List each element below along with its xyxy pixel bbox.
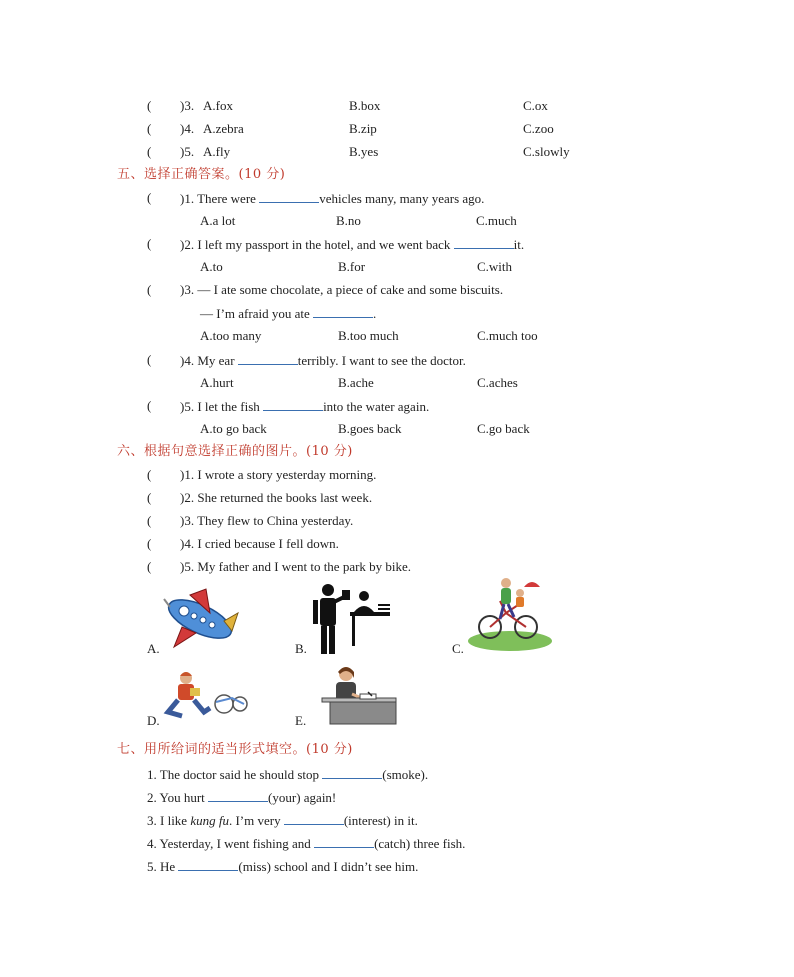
paren: ( — [147, 559, 152, 574]
option-b: B.goes back — [338, 421, 402, 436]
option-c: C.zoo — [523, 121, 554, 136]
stem-post: (smoke). — [382, 767, 429, 782]
q-line — [180, 190, 484, 207]
option-c: C.go back — [477, 421, 530, 436]
stem-pre: 2. You hurt — [147, 790, 205, 805]
answer-blank[interactable] — [238, 352, 298, 365]
picture-label-a: A. — [147, 641, 160, 656]
stem-post: vehicles many, many years ago. — [319, 191, 485, 206]
section-6-title: 六、根据句意选择正确的图片。(10 分) — [117, 444, 353, 459]
question-number: )4. — [180, 353, 195, 368]
question-number: )4. — [180, 536, 195, 551]
paren: ( — [147, 513, 152, 528]
stem-pre: — I ate some chocolate, a piece of cake and some biscuits. — [197, 282, 504, 297]
q-line — [180, 236, 524, 253]
q-line-2 — [200, 305, 376, 322]
stem-post: (your) again! — [268, 790, 337, 805]
airplane-picture — [160, 585, 240, 653]
answer-blank[interactable] — [314, 835, 374, 848]
section-7-title: 七、用所给词的适当形式填空。(10 分) — [117, 742, 353, 757]
answer-blank[interactable] — [263, 398, 323, 411]
answer-blank[interactable] — [178, 858, 238, 871]
paren: ( — [147, 121, 152, 136]
q-line — [180, 559, 411, 575]
sec7-q4 — [147, 835, 465, 852]
answer-blank[interactable] — [284, 812, 344, 825]
library-counter-picture — [308, 582, 392, 656]
stem-pre: 4. Yesterday, I went fishing and — [147, 836, 311, 851]
sec7-q2 — [147, 789, 336, 806]
option-a: A.a lot — [200, 213, 236, 228]
section-5-title: 五、选择正确答案。(10 分) — [117, 167, 286, 182]
sentence: My father and I went to the park by bike. — [197, 559, 412, 574]
picture-label-c: C. — [452, 641, 464, 656]
q-line — [180, 490, 372, 506]
option-a: A.to — [200, 259, 223, 274]
italic-term: kung fu — [190, 813, 229, 828]
option-b: B.no — [336, 213, 361, 228]
sentence: I wrote a story yesterday morning. — [197, 467, 377, 482]
writing-desk-picture — [308, 664, 398, 726]
stem-pre-2: — I’m afraid you ate — [200, 306, 310, 321]
option-a: A.to go back — [200, 421, 267, 436]
picture-label-b: B. — [295, 641, 307, 656]
stem-pre: I let the fish — [197, 399, 260, 414]
question-number: )3. — [180, 282, 195, 297]
bike-ride-picture — [466, 575, 552, 653]
stem-post: (miss) school and I didn’t see him. — [238, 859, 419, 874]
question-number: )3. — [180, 513, 195, 528]
stem-pre: There were — [197, 191, 256, 206]
option-b: B.box — [349, 98, 381, 113]
answer-blank[interactable] — [208, 789, 268, 802]
paren: ( — [147, 490, 152, 505]
paren: ( — [147, 536, 152, 551]
option-a: A.zebra — [203, 121, 244, 136]
question-number: )3. — [180, 98, 195, 113]
picture-label-d: D. — [147, 713, 160, 728]
stem-pre: 3. I like — [147, 813, 188, 828]
paren: ( — [147, 144, 152, 159]
stem-pre: 1. The doctor said he should stop — [147, 767, 319, 782]
option-a: A.hurt — [200, 375, 234, 390]
option-c: C.slowly — [523, 144, 570, 159]
q-line — [180, 398, 429, 415]
option-b: B.for — [338, 259, 366, 274]
q-line — [180, 467, 376, 483]
paren: ( — [147, 352, 152, 367]
stem-pre: 5. He — [147, 859, 176, 874]
question-number: )5. — [180, 399, 195, 414]
sentence: I cried because I fell down. — [197, 536, 339, 551]
sec7-q1 — [147, 766, 428, 783]
q-line — [180, 352, 466, 369]
answer-blank[interactable] — [259, 190, 319, 203]
question-number: )4. — [180, 121, 195, 136]
option-b: B.too much — [338, 328, 399, 343]
question-number: )5. — [180, 559, 195, 574]
q-line — [180, 536, 339, 552]
stem-post: into the water again. — [323, 399, 430, 414]
paren: ( — [147, 398, 152, 413]
answer-blank[interactable] — [454, 236, 514, 249]
option-c: C.ox — [523, 98, 548, 113]
sec7-q5 — [147, 858, 418, 875]
question-number: )1. — [180, 191, 195, 206]
question-number: )1. — [180, 467, 195, 482]
option-c: C.much — [476, 213, 517, 228]
stem-pre: My ear — [197, 353, 235, 368]
q-line — [180, 513, 353, 529]
option-a: A.too many — [200, 328, 262, 343]
question-number: )2. — [180, 490, 195, 505]
option-b: B.ache — [338, 375, 374, 390]
picture-label-e: E. — [295, 713, 307, 728]
paren: ( — [147, 236, 152, 251]
option-b: B.zip — [349, 121, 377, 136]
answer-blank[interactable] — [313, 305, 373, 318]
option-b: B.yes — [349, 144, 379, 159]
option-a: A.fly — [203, 144, 231, 159]
option-c: C.aches — [477, 375, 518, 390]
question-number: )2. — [180, 237, 195, 252]
stem-post: (interest) in it. — [343, 813, 418, 828]
paren: ( — [147, 190, 152, 205]
option-c: C.with — [477, 259, 513, 274]
sentence: She returned the books last week. — [197, 490, 373, 505]
sentence: They flew to China yesterday. — [197, 513, 354, 528]
paren: ( — [147, 467, 152, 482]
stem-post-2: . — [372, 306, 377, 321]
stem-post: (catch) three fish. — [374, 836, 466, 851]
answer-blank[interactable] — [322, 766, 382, 779]
q-line — [180, 282, 503, 298]
option-c: C.much too — [477, 328, 538, 343]
fell-down-picture — [160, 668, 250, 724]
paren: ( — [147, 282, 152, 297]
paren: ( — [147, 98, 152, 113]
stem-post: it. — [513, 237, 525, 252]
stem-post: terribly. I want to see the doctor. — [297, 353, 466, 368]
stem-pre: I left my passport in the hotel, and we went back — [197, 237, 451, 252]
stem-mid: . I’m very — [228, 813, 281, 828]
sec7-q3 — [147, 812, 418, 829]
option-a: A.fox — [203, 98, 233, 113]
question-number: )5. — [180, 144, 195, 159]
